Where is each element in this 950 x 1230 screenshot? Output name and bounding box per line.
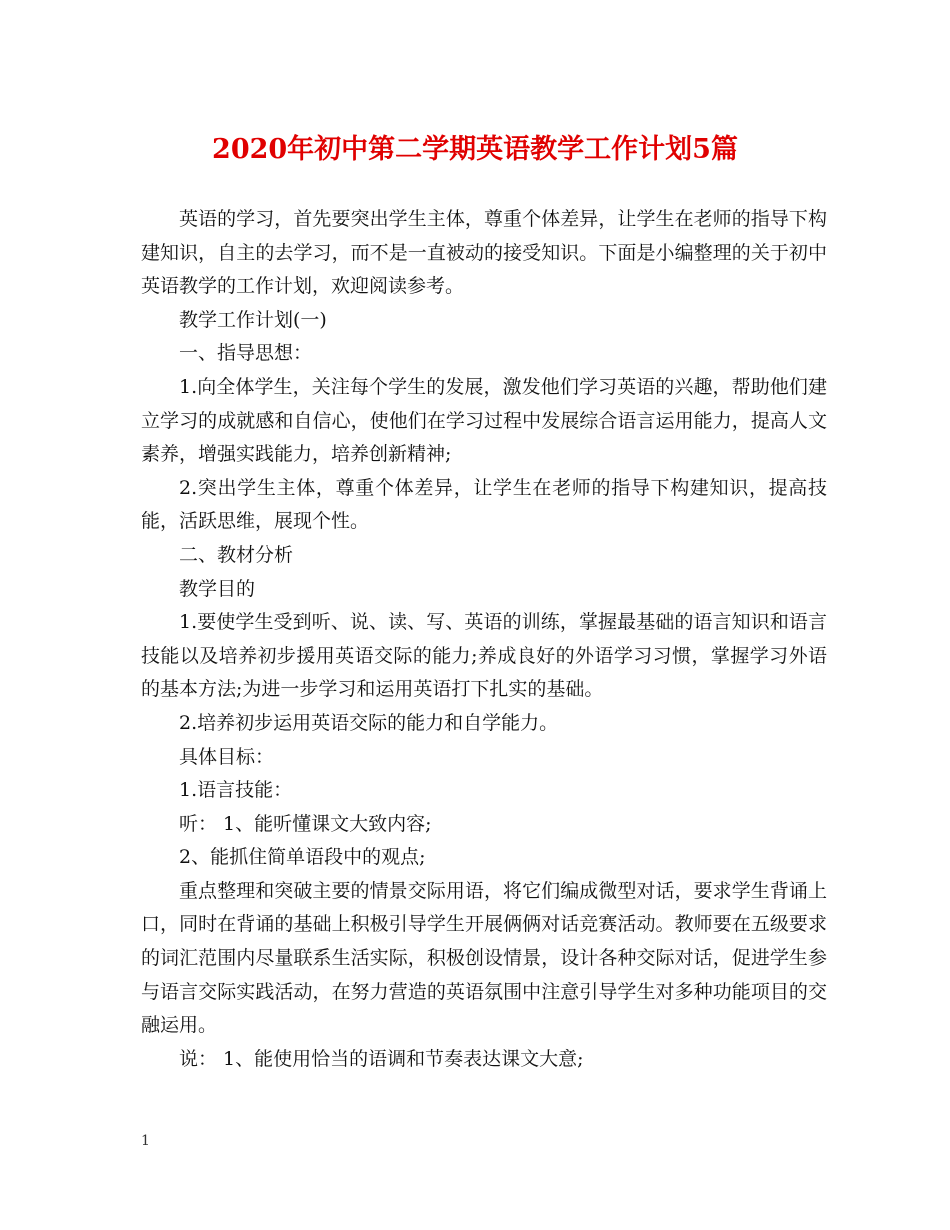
- list-item: 听： 1、能听懂课文大致内容;: [179, 812, 432, 835]
- section-heading: 一、指导思想：: [179, 342, 313, 365]
- body-paragraph: 1.向全体学生，关注每个学生的发展，激发他们学习英语的兴趣，帮助他们建立学习的成就感和自信心，使他们在学习过程中发展综合语言运用能力，提高人文素养，增强实践能力，培养创新精神;: [141, 375, 827, 466]
- intro-paragraph: 英语的学习，首先要突出学生主体，尊重个体差异，让学生在老师的指导下构建知识，自主的去学习，而不是一直被动的接受知识。下面是小编整理的关于初中英语教学的工作计划，欢迎阅读参考。: [141, 208, 827, 298]
- body-paragraph: 重点整理和突破主要的情景交际用语，将它们编成微型对话，要求学生背诵上口，同时在背诵的基础上积极引导学生开展俩俩对话竞赛活动。教师要在五级要求的词汇范围内尽量联系生活实际，积极创设情景，设计各种交际对话，促进学生参与语言交际实践活动，在努力营造的英语氛围中注意引导学生对多种功能项目的交融运用。: [141, 879, 827, 1037]
- list-item: 说： 1、能使用恰当的语调和节奏表达课文大意;: [179, 1047, 584, 1070]
- document-body: [141, 203, 827, 1076]
- body-paragraph: 2.突出学生主体，尊重个体差异，让学生在老师的指导下构建知识，提高技能，活跃思维，展现个性。: [141, 476, 827, 533]
- body-paragraph: 2.培养初步运用英语交际的能力和自学能力。: [179, 711, 559, 734]
- subsection-heading: 教学目的: [179, 577, 256, 600]
- body-paragraph: 1.要使学生受到听、说、读、写、英语的训练，掌握最基础的语言知识和语言技能以及培养初步援用英语交际的能力;养成良好的外语学习习惯，掌握学习外语的基本方法;为进一步学习和运用英语打下扎实的基础。: [141, 611, 827, 701]
- section-heading: 教学工作计划(一): [179, 308, 327, 331]
- page-number: 1: [141, 1133, 150, 1149]
- list-item: 1.语言技能：: [179, 779, 293, 802]
- section-heading: 二、教材分析: [179, 543, 294, 566]
- document-title: 2020年初中第二学期英语教学工作计划5篇: [212, 134, 738, 165]
- subsection-heading: 具体目标：: [179, 745, 275, 768]
- list-item: 2、能抓住简单语段中的观点;: [179, 846, 426, 869]
